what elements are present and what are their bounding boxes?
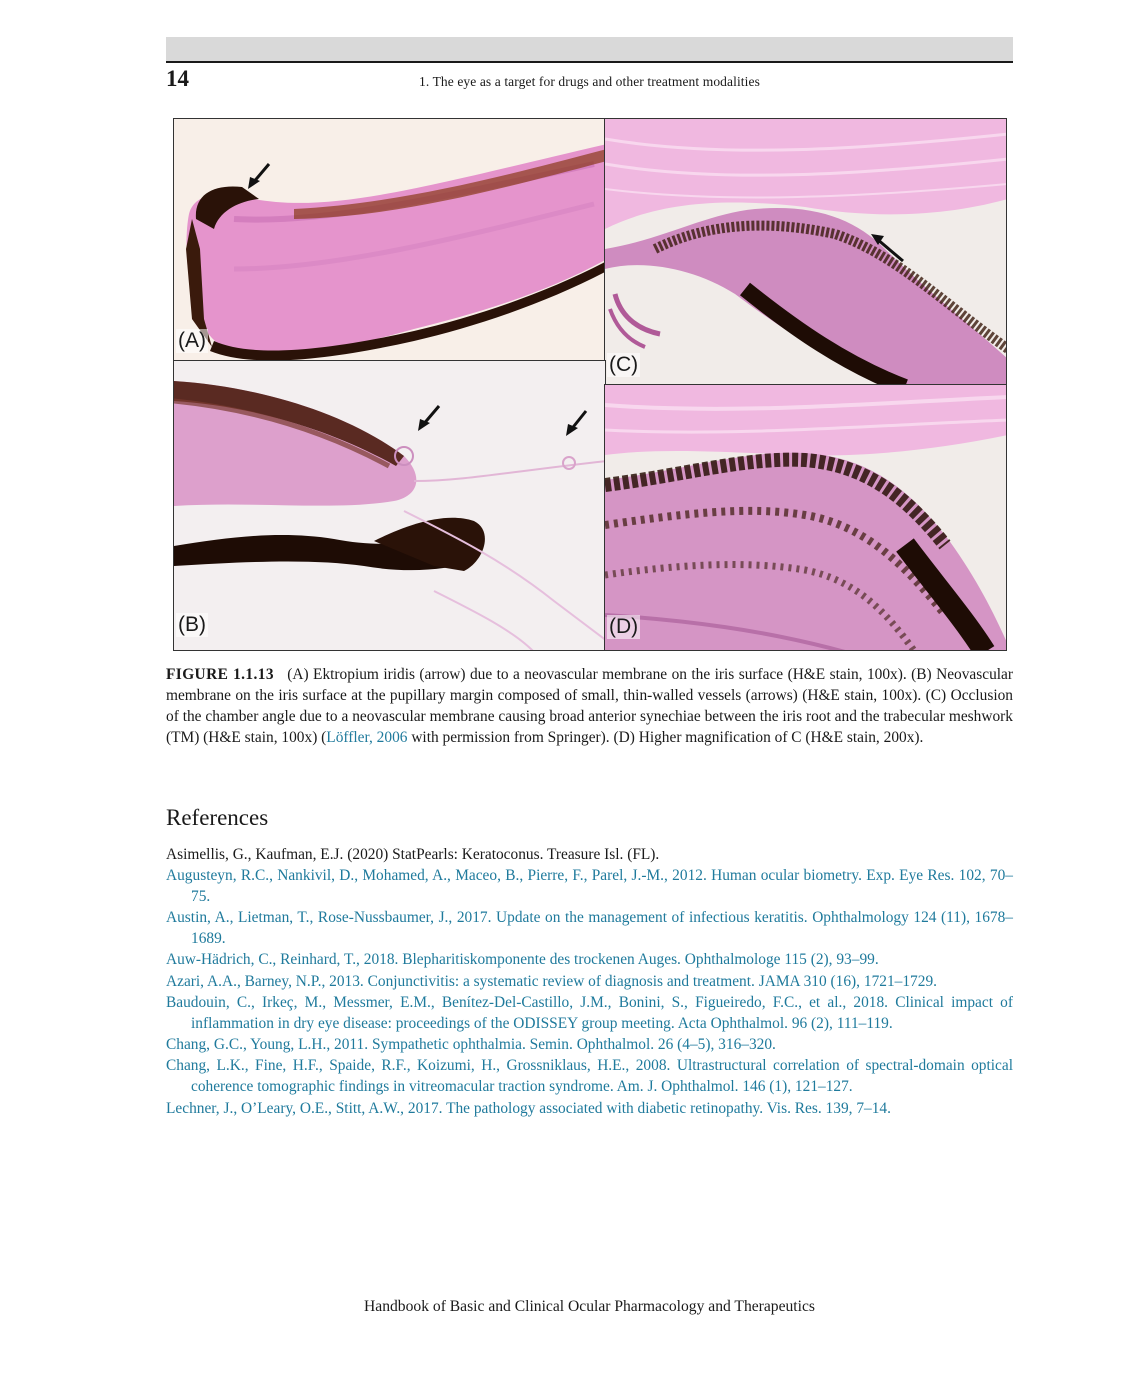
caption-text-end: with permission from Springer). (D) Higher magnification of C (H&E stain, 200x).	[407, 729, 924, 746]
panel-label-d: (D)	[609, 615, 639, 638]
reference-item[interactable]: Baudouin, C., Irkeç, M., Messmer, E.M., Benítez-Del-Castillo, J.M., Bonini, S., Figueiredo, F.C., et al., 2018. Clinical impact of inflammation in dry eye disease: proceedings of the ODISSEY group meeting. Acta Ophthalmol. 96 (2), 111–119.	[166, 994, 1013, 1032]
figure-label: FIGURE 1.1.13	[166, 666, 274, 683]
micrograph-c-image	[605, 119, 1007, 386]
reference-item[interactable]: Austin, A., Lietman, T., Rose-Nussbaumer, J., 2017. Update on the management of infectious keratitis. Ophthalmology 124 (11), 1678–1689.	[166, 909, 1013, 948]
caption-text: (A) Ektropium iridis (arrow) due to a neovascular membrane on the iris surface (H&E stain, 100x). (B) Neovascular membrane on the iris surface at the pupillary margin composed of small, thin-walled vessels (arrows) (H&E stain, 100x). (C) Occlusion of the chamber angle due to a neovascular membrane causing broad anterior synechiae between the iris root and the trabecular meshwork (TM) (H&E stain, 100x) (	[166, 666, 1013, 746]
reference-item: Asimellis, G., Kaufman, E.J. (2020) StatPearls: Keratoconus. Treasure Isl. (FL).	[166, 846, 660, 863]
figure-caption	[166, 664, 1013, 748]
micrograph-panel-a	[173, 118, 606, 362]
page-number: 14	[166, 66, 189, 91]
citation-link[interactable]: Löffler, 2006	[326, 729, 408, 746]
running-title: 1. The eye as a target for drugs and other treatment modalities	[419, 74, 760, 89]
header-rule	[166, 61, 1013, 63]
reference-item[interactable]: Auw-Hädrich, C., Reinhard, T., 2018. Blepharitiskomponente des trockenen Auges. Ophthalmologe 115 (2), 93–99.	[166, 951, 879, 969]
panel-label-b: (B)	[178, 613, 206, 636]
panel-label-a: (A)	[178, 329, 206, 352]
reference-item[interactable]: Chang, L.K., Fine, H.F., Spaide, R.F., Koizumi, H., Grossniklaus, H.E., 2008. Ultrastructural correlation of spectral-domain optical coherence tomographic findings in vitreomacular traction syndrome. Am. J. Ophthalmol. 146 (1), 121–127.	[166, 1057, 1013, 1096]
micrograph-panel-c	[604, 118, 1007, 386]
reference-item[interactable]: Azari, A.A., Barney, N.P., 2013. Conjunctivitis: a systematic review of diagnosis and treatment. JAMA 310 (16), 1721–1729.	[166, 972, 937, 990]
reference-item[interactable]: Augusteyn, R.C., Nankivil, D., Mohamed, A., Maceo, B., Pierre, F., Parel, J.-M., 2012. Human ocular biometry. Exp. Eye Res. 102, 70–75.	[166, 867, 1013, 906]
micrograph-panel-b	[173, 360, 606, 651]
micrograph-d-image	[605, 385, 1007, 651]
reference-item[interactable]: Chang, G.C., Young, L.H., 2011. Sympathetic ophthalmia. Semin. Ophthalmol. 26 (4–5), 316–320.	[166, 1036, 776, 1054]
panel-label-c: (C)	[609, 353, 639, 376]
references-heading: References	[166, 805, 269, 830]
micrograph-panel-d	[604, 384, 1007, 651]
micrograph-b-image	[174, 361, 606, 651]
book-title-footer: Handbook of Basic and Clinical Ocular Pharmacology and Therapeutics	[364, 1298, 815, 1315]
micrograph-a-image	[174, 119, 606, 362]
reference-item[interactable]: Lechner, J., O’Leary, O.E., Stitt, A.W., 2017. The pathology associated with diabetic retinopathy. Vis. Res. 139, 7–14.	[166, 1099, 891, 1117]
reference-list	[166, 845, 1013, 1120]
figure-1-1-13	[173, 118, 1007, 651]
header-bar	[166, 37, 1013, 61]
